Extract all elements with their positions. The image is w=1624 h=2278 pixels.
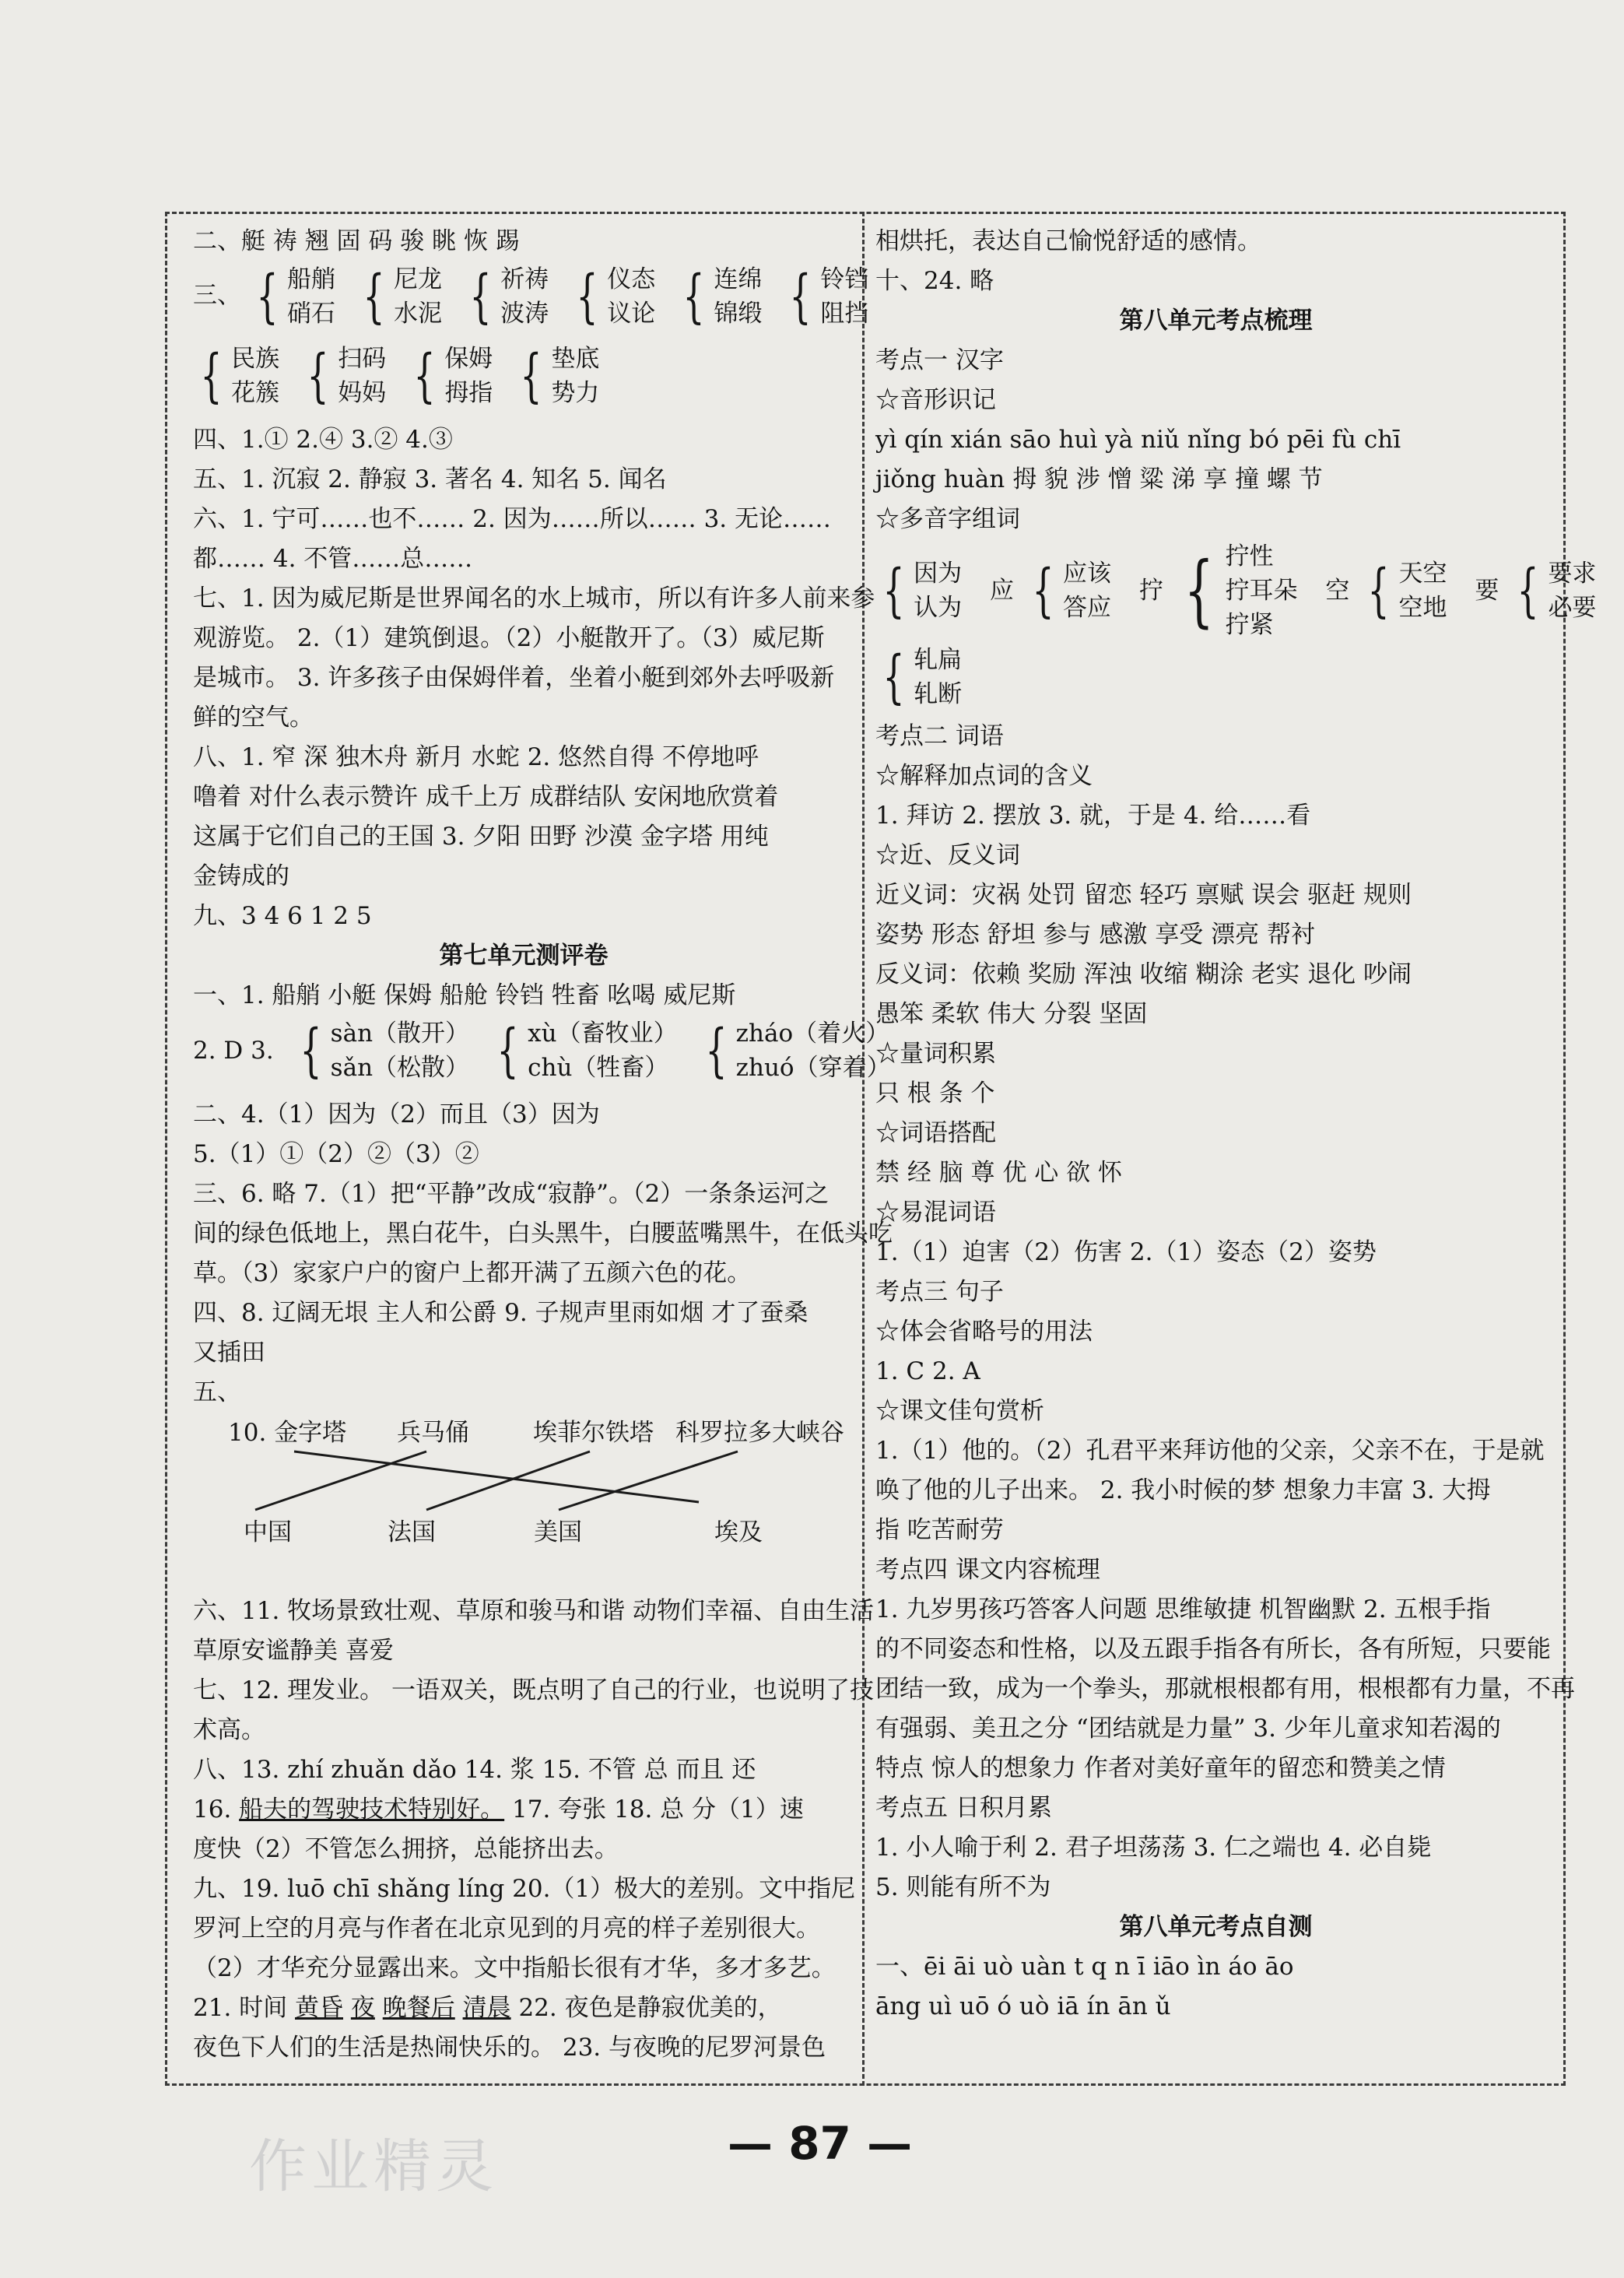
- answer-line: 唤了他的儿子出来。 2. 我小时候的梦 想象力丰富 3. 大拇: [875, 1476, 1491, 1504]
- pair-word: 花簇: [231, 379, 280, 407]
- match-bottom-2: 法国: [388, 1518, 436, 1546]
- pair-word: 祈祷: [500, 265, 549, 293]
- underlined-word: 黄昏: [295, 1994, 344, 2022]
- brace: {: [496, 1017, 519, 1084]
- right-column: [875, 222, 1597, 2027]
- answer-line: 十、24. 略: [875, 267, 994, 295]
- answer-line: 五、: [193, 1378, 241, 1406]
- answer-line: 五、1. 沉寂 2. 静寂 3. 著名 4. 知名 5. 闻名: [193, 465, 667, 493]
- answer-line: 罗河上空的月亮与作者在北京见到的月亮的样子差别很大。: [193, 1915, 820, 1943]
- answer-line: 金铸成的: [193, 862, 289, 890]
- answer-line: 四、1.① 2.④ 3.② 4.③: [193, 426, 453, 454]
- section-label: 三、: [193, 281, 241, 310]
- word-pair: [500, 262, 549, 331]
- section-heading: 考点一 汉字: [875, 346, 1004, 374]
- answer-line: 愚笨 柔软 伟大 分裂 坚固: [875, 1000, 1148, 1028]
- brace: {: [882, 557, 905, 624]
- line-text: 17. 夸张 18. 总 分（1）速: [504, 1795, 804, 1823]
- word-pair: [607, 262, 655, 331]
- answer-line: jiǒng huàn 拇 貌 涉 憎 粱 涕 享 撞 螺 节: [875, 465, 1323, 493]
- section-heading: 考点四 课文内容梳理: [875, 1556, 1100, 1584]
- answer-line: 二、4.（1）因为（2）而且（3）因为: [193, 1100, 600, 1128]
- pair-word: 垫底: [551, 345, 600, 373]
- brace: {: [469, 263, 492, 330]
- word-pair: 轧扁 轧断: [914, 646, 963, 708]
- polyphone-char: 要: [1475, 577, 1499, 605]
- pinyin-line: 一、ēi āi uò uàn t q n ī iāo ìn áo āo: [875, 1953, 1294, 1981]
- answer-line: 八、1. 窄 深 独木舟 新月 水蛇 2. 悠然自得 不停地呼: [193, 743, 759, 771]
- line-text: 16.: [193, 1795, 240, 1823]
- pair-word: 尼龙: [394, 265, 443, 293]
- word-pair: [444, 342, 493, 410]
- sub-heading: ☆音形识记: [875, 386, 996, 414]
- brace: {: [363, 263, 385, 330]
- answer-line: （2）才华充分显露出来。文中指船长很有才华，多才多艺。: [193, 1954, 836, 1982]
- pair-word: 水泥: [394, 300, 443, 328]
- answer-line: 特点 惊人的想象力 作者对美好童年的留恋和赞美之情: [875, 1754, 1446, 1782]
- answer-line: 近义词：灾祸 处罚 留恋 轻巧 禀赋 误会 驱赶 规则: [875, 881, 1412, 909]
- answer-line: 只 根 条 个: [875, 1079, 995, 1107]
- answer-line: 团结一致，成为一个拳头，那就根根都有用，根根都有力量，不再: [875, 1675, 1575, 1703]
- answer-line: 相烘托，表达自己愉悦舒适的感情。: [875, 227, 1261, 255]
- pair-word: 民族: [231, 345, 280, 373]
- answer-line: 1. 拜访 2. 摆放 3. 就，于是 4. 给……看: [875, 802, 1311, 830]
- matching-lines: [193, 1413, 854, 1592]
- word-pair: 应该 答应: [1063, 560, 1112, 622]
- page-number: — 87 —: [728, 2117, 913, 2170]
- brace: {: [256, 263, 279, 330]
- answer-line: 是城市。 3. 许多孩子由保姆伴着，坐着小艇到郊外去呼吸新: [193, 664, 835, 692]
- line-text: 22. 夜色是静寂优美的，: [510, 1994, 782, 2022]
- answer-line: 姿势 形态 舒坦 参与 感激 享受 漂亮 帮衬: [875, 921, 1315, 949]
- match-top-3: 埃菲尔铁塔: [533, 1419, 654, 1447]
- match-top-4: 科罗拉多大峡谷: [675, 1419, 844, 1447]
- answer-line: 1.（1）他的。（2）孔君平来拜访他的父亲，父亲不在，于是就: [875, 1437, 1545, 1465]
- brace: {: [1517, 557, 1540, 624]
- answer-line: 1. C 2. A: [875, 1357, 980, 1385]
- underlined-word: 夜: [350, 1994, 375, 2022]
- brace: {: [307, 342, 329, 409]
- answer-line: 一、1. 船艄 小艇 保姆 船舱 铃铛 牲畜 吆喝 威尼斯: [193, 981, 736, 1009]
- answer-line: 都…… 4. 不管……总……: [193, 545, 473, 573]
- answer-line: 这属于它们自己的王国 3. 夕阳 田野 沙漠 金字塔 用纯: [193, 823, 769, 851]
- brace: {: [413, 342, 436, 409]
- answer-line: 术高。: [193, 1716, 265, 1744]
- word-pair: [736, 1016, 891, 1085]
- sub-heading: ☆解释加点词的含义: [875, 762, 1093, 790]
- match-bottom-1: 中国: [244, 1518, 292, 1546]
- brace: {: [200, 342, 223, 409]
- section-heading: 考点三 句子: [875, 1278, 1004, 1306]
- pair-word: zháo（着火）: [735, 1020, 890, 1048]
- column-divider: [862, 212, 865, 2086]
- answer-line: 1. 小人喻于利 2. 君子坦荡荡 3. 仁之端也 4. 必自毙: [875, 1834, 1432, 1862]
- pair-word: chù（牲畜）: [528, 1054, 669, 1082]
- answer-line: 草原安谧静美 喜爱: [193, 1637, 394, 1665]
- pinyin-line: āng uì uō ó uò iā ín ān ǔ: [875, 1992, 1171, 2020]
- answer-line: 又插田: [193, 1339, 265, 1367]
- match-bottom-4: 埃及: [714, 1518, 763, 1546]
- brace: {: [704, 1017, 728, 1084]
- polyphone-char: 应: [989, 577, 1014, 605]
- line-prefix: 2. D 3.: [193, 1037, 274, 1065]
- section-three-row1: [193, 261, 869, 341]
- pair-word: 波涛: [500, 300, 549, 328]
- answer-line: 1.（1）迫害（2）伤害 2.（1）姿态（2）姿势: [875, 1238, 1377, 1266]
- brace: {: [682, 263, 705, 330]
- answer-line: 鲜的空气。: [193, 704, 314, 732]
- word-pair: [551, 342, 599, 410]
- unit7-title: 第七单元测评卷: [439, 942, 609, 970]
- word-pair: 因为 认为: [914, 560, 963, 622]
- match-line-canyon: [559, 1451, 738, 1510]
- answer-line: 1. 九岁男孩巧答客人问题 思维敏捷 机智幽默 2. 五根手指: [875, 1595, 1491, 1623]
- pair-word: 连绵: [714, 265, 763, 293]
- pinyin-group-line: [193, 1016, 891, 1095]
- sub-heading: ☆多音字组词: [875, 505, 1020, 533]
- match-line-terracotta: [255, 1451, 426, 1510]
- brace: {: [520, 342, 542, 409]
- word-pair: [331, 1016, 469, 1085]
- sub-heading: ☆量词积累: [875, 1040, 996, 1068]
- answer-line: 三、6. 略 7.（1）把“平静”改成“寂静”。（2）一条条运河之: [193, 1180, 830, 1208]
- answer-line: 有强弱、美丑之分 “团结就是力量” 3. 少年儿童求知若渴的: [875, 1715, 1501, 1743]
- word-pair: 要求 必要: [1548, 560, 1597, 622]
- match-bottom-3: 美国: [534, 1518, 582, 1546]
- answer-line: 噜着 对什么表示赞许 成千上万 成群结队 安闲地欣赏着: [193, 783, 779, 811]
- answer-line: 七、1. 因为威尼斯是世界闻名的水上城市，所以有许多人前来参: [193, 584, 875, 612]
- unit8-test-title: 第八单元考点自测: [1119, 1913, 1313, 1941]
- brace: {: [576, 263, 598, 330]
- match-top-2: 兵马俑: [397, 1419, 469, 1447]
- brace: {: [789, 263, 812, 330]
- pair-word: 势力: [551, 379, 600, 407]
- pair-word: 船艄: [286, 265, 335, 293]
- polyphone-char: 拧: [1138, 577, 1163, 605]
- word-pair: [394, 262, 442, 331]
- underlined-sentence: 船夫的驾驶技术特别好。: [239, 1795, 505, 1823]
- answer-line: 二、艇 祷 翘 固 码 骏 眺 恢 踢: [193, 227, 520, 255]
- word-pair: [528, 1016, 677, 1085]
- pair-word: xù（畜牧业）: [528, 1020, 678, 1048]
- match-top-1: 10. 金字塔: [228, 1419, 347, 1447]
- answer-line: 度快（2）不管怎么拥挤，总能挤出去。: [193, 1835, 619, 1863]
- sub-heading: ☆课文佳句赏析: [875, 1397, 1044, 1425]
- pair-word: 妈妈: [338, 379, 387, 407]
- answer-line: 间的绿色低地上，黑白花牛，白头黑牛，白腰蓝嘴黑牛，在低头吃: [193, 1220, 893, 1248]
- word-pair: [820, 262, 868, 331]
- polyphone-line: [875, 642, 1556, 717]
- answer-line: 六、11. 牧场景致壮观、草原和骏马和谐 动物们幸福、自由生活: [193, 1597, 875, 1625]
- brace: {: [1032, 557, 1054, 624]
- answer-line-underlined: [193, 1988, 854, 2028]
- pair-word: 仪态: [607, 265, 656, 293]
- pair-word: 扫码: [338, 345, 387, 373]
- answer-line: 九、3 4 6 1 2 5: [193, 902, 372, 930]
- answer-line: 四、8. 辽阔无垠 主人和公爵 9. 子规声里雨如烟 才了蚕桑: [193, 1299, 808, 1327]
- sub-heading: ☆词语搭配: [875, 1119, 996, 1147]
- answer-line: 5. 则能有所不为: [875, 1873, 1051, 1901]
- answer-line: 七、12. 理发业。 一语双关，既点明了自己的行业，也说明了技: [193, 1676, 875, 1704]
- pair-word: 硝石: [286, 300, 335, 328]
- pair-word: 铃铛: [820, 265, 869, 293]
- word-list: 拧性 拧耳朵 拧紧: [1225, 542, 1298, 639]
- pair-word: 阻挡: [820, 300, 869, 328]
- unit8-review-title: 第八单元考点梳理: [1119, 307, 1313, 335]
- underlined-word: 晚餐后: [382, 1994, 455, 2022]
- word-pair: [338, 342, 386, 410]
- answer-line: 禁 经 脑 尊 优 心 欲 怀: [875, 1159, 1122, 1187]
- matching-diagram: [193, 1413, 854, 1592]
- answer-line: 5.（1）①（2）②（3）②: [193, 1140, 479, 1168]
- pair-word: 保姆: [444, 345, 493, 373]
- pair-word: 锦缎: [714, 300, 763, 328]
- match-line-eiffel: [426, 1451, 590, 1510]
- brace: {: [299, 1017, 322, 1084]
- sub-heading: ☆易混词语: [875, 1199, 996, 1227]
- section-three-row2: [193, 341, 854, 420]
- sub-heading: ☆体会省略号的用法: [875, 1318, 1093, 1346]
- polyphone-line: [875, 539, 1597, 642]
- pinyin-line: yì qín xián sāo huì yà niǔ nǐng bó pēi fù chī: [875, 426, 1401, 454]
- answer-line: 指 吃苦耐劳: [875, 1516, 1004, 1544]
- brace: {: [1367, 557, 1391, 624]
- pair-word: sàn（散开）: [330, 1020, 470, 1048]
- word-pair: [231, 342, 279, 410]
- brace: {: [882, 644, 905, 711]
- word-pair: [287, 262, 335, 331]
- pair-word: sǎn（松散）: [330, 1054, 470, 1082]
- answer-line: 草。（3）家家户户的窗户上都开满了五颜六色的花。: [193, 1259, 752, 1287]
- answer-line: 观游览。 2.（1）建筑倒退。（2）小艇散开了。（3）威尼斯: [193, 624, 825, 652]
- watermark: 作业精灵: [249, 2133, 498, 2200]
- pair-word: 议论: [607, 300, 656, 328]
- answer-line: 八、13. zhí zhuǎn dǎo 14. 浆 15. 不管 总 而且 还: [193, 1756, 756, 1784]
- word-pair: 天空 空地: [1398, 560, 1447, 622]
- answer-line: 反义词：依赖 奖励 浑浊 收缩 糊涂 老实 退化 吵闹: [875, 960, 1412, 988]
- sub-heading: ☆近、反义词: [875, 841, 1020, 869]
- section-heading: 考点五 日积月累: [875, 1794, 1052, 1822]
- polyphone-char: 空: [1325, 577, 1350, 605]
- line-text: 21. 时间: [193, 1994, 296, 2022]
- section-heading: 考点二 词语: [875, 722, 1004, 750]
- answer-line: 六、1. 宁可……也不…… 2. 因为……所以…… 3. 无论……: [193, 505, 832, 533]
- left-column: [193, 222, 893, 2068]
- brace: {: [1184, 545, 1214, 636]
- pair-word: zhuó（穿着）: [735, 1054, 891, 1082]
- answer-line: 九、19. luō chī shǎng líng 20.（1）极大的差别。文中指尼: [193, 1875, 856, 1903]
- underlined-word: 清晨: [462, 1994, 511, 2022]
- answer-line-underlined: [193, 1790, 854, 1830]
- word-pair: [714, 262, 762, 331]
- answer-line: 夜色下人们的生活是热闹快乐的。 23. 与夜晚的尼罗河景色: [193, 2034, 826, 2062]
- answer-line: 的不同姿态和性格，以及五跟手指各有所长，各有所短，只要能: [875, 1635, 1551, 1663]
- pair-word: 拇指: [444, 379, 493, 407]
